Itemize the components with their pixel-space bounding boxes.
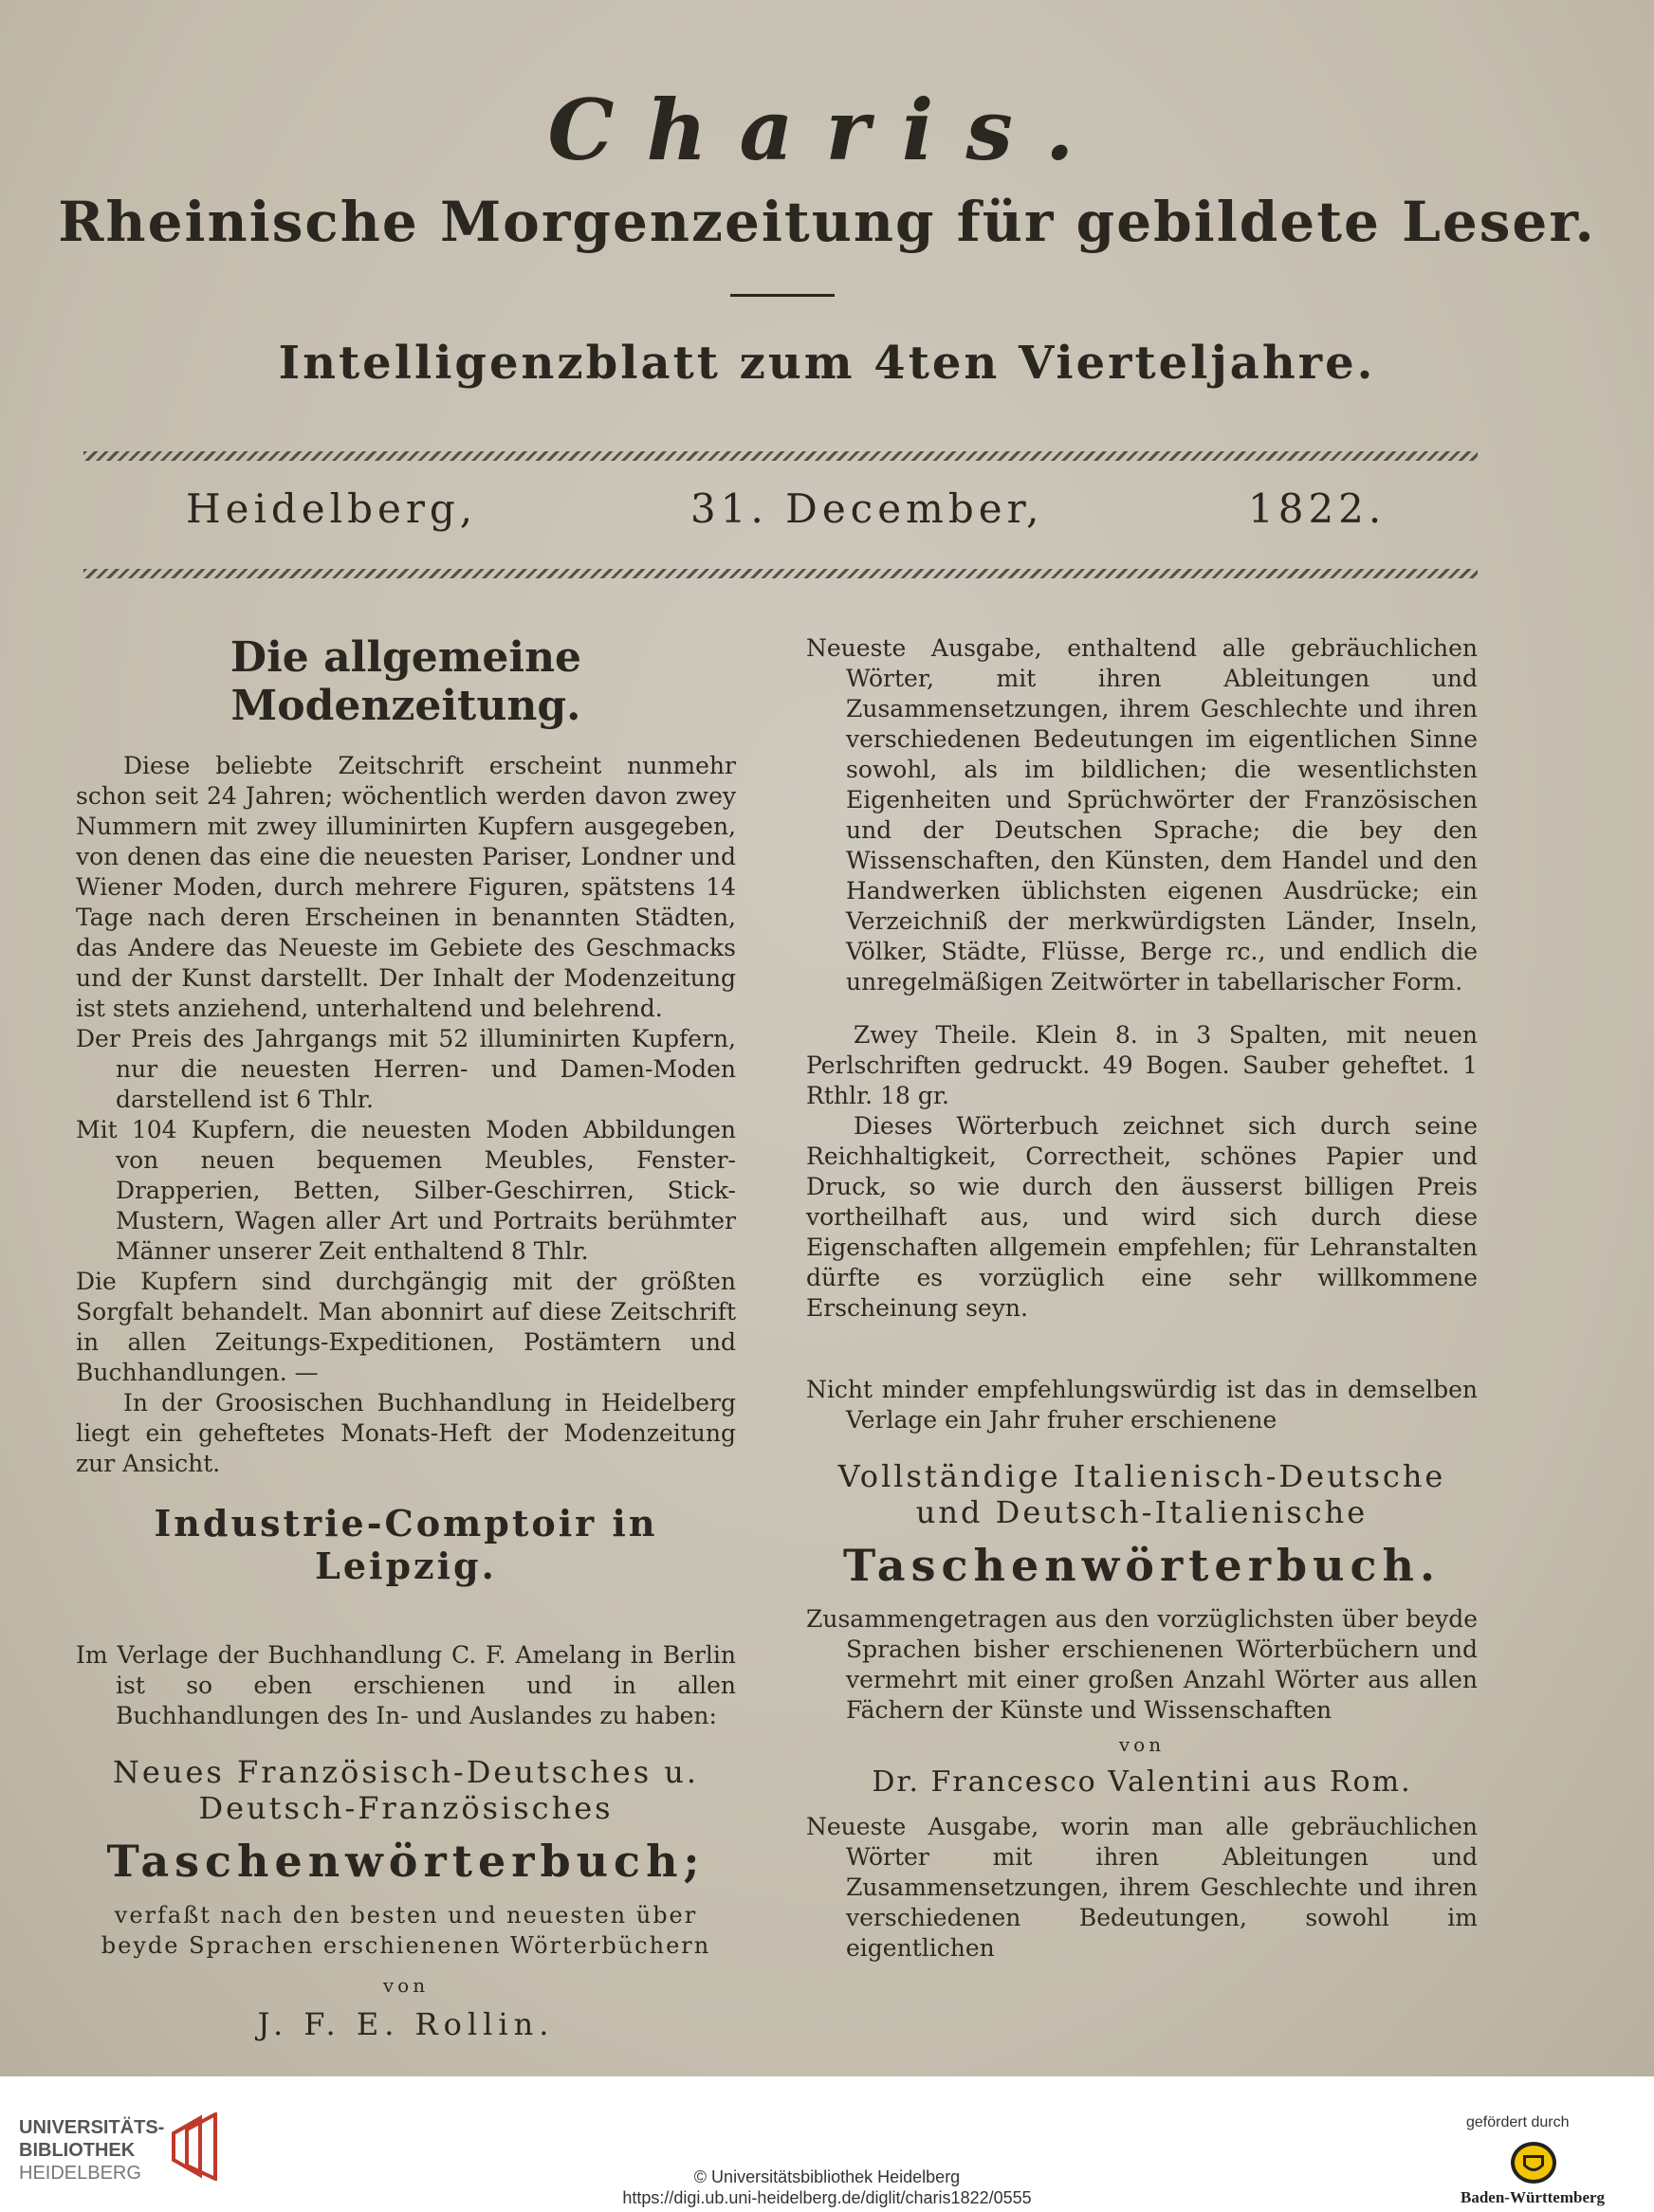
copyright-notice: © Universitätsbibliothek Heidelberg [693,2167,961,2186]
paragraph: Nicht minder empfehlungswürdig ist das in demselben Verlage ein Jahr fruher erschienene [806,1376,1478,1434]
dateline-year: 1822. [1248,485,1387,532]
signature-line: Industrie-Comptoir in Leipzig. [154,1502,658,1587]
dateline-date: 31. December, [690,485,1044,532]
paragraph: Neueste Ausgabe, worin man alle gebräuchlichen Wörter mit ihren Ableitungen und Zusammensetzungen, ihrem Geschlechte und ihren verschiedenen Bedeutungen, sowohl im eigentlichen [806,1813,1478,1962]
funding-label: gefördert durch [1466,2114,1570,2130]
paragraph: In der Groosischen Buchhandlung in Heidelberg liegt ein geheftetes Monats-Heft der Modenzeitung zur Ansicht. [76,1389,736,1477]
masthead-title: Charis. [547,81,1107,179]
paragraph: Mit 104 Kupfern, die neuesten Moden Abbildungen von neuen bequemen Meubles, Fenster-Drapperien, Betten, Silber-Geschirren, Stick-Mustern, Wagen aller Art und Portraits berühmter Männer unserer Zeit enthaltend 8 Thlr. [76,1116,736,1265]
logo-line: BIBLIOTHEK [19,2140,136,2161]
article-heading-modenzeitung: Die allgemeine Modenzeitung. [230,633,582,730]
masthead-rule [730,294,835,297]
book-title-main: Taschenwörterbuch; [106,1836,706,1887]
paragraph: Diese beliebte Zeitschrift erscheint nunmehr schon seit 24 Jahren; wöchentlich werden davon zwey Nummern mit zwey illuminirten Kupfern ausgegeben, von denen das eine die neuesten Pariser, Londner und Wiener Moden, durch mehrere Figuren, spätstens 14 Tage nach deren Erscheinen in benannten Städten, das Andere das Neueste im Gebiete des Geschmacks und der Kunst darstellt. Der Inhalt der Modenzeitung ist stets anziehend, unterhaltend und belehrend. [76,752,736,1022]
right-column [806,633,1478,1964]
paragraph: Der Preis des Jahrgangs mit 52 illuminirten Kupfern, nur die neuesten Herren- und Damen-Moden darstellend ist 6 Thlr. [76,1025,736,1113]
author-name: J. F. E. Rollin. [257,2006,555,2042]
paragraph: Dieses Wörterbuch zeichnet sich durch seine Reichhaltigkeit, Correctheit, schönes Papier und Druck, so wie durch den äusserst billigen Preis vortheilhaft aus, und wird sich durch diese Eigenschaften allgemein empfehlen; für Lehranstalten dürfte es vorzüglich eine sehr willkommene Erscheinung seyn. [806,1112,1478,1322]
book-subtitle: Zusammengetragen aus den vorzüglichsten über beyde Sprachen bisher erschienenen Wörterbüchern und vermehrt mit einer großen Anzahl Wörter aus allen Fächern der Künste und Wissenschaften [806,1605,1478,1724]
dateline-place: Heidelberg, [186,485,478,532]
by-line: von [382,1974,430,1997]
supplement-title: Intelligenzblatt zum 4ten Vierteljahre. [278,337,1376,390]
paragraph: Neueste Ausgabe, enthaltend alle gebräuchlichen Wörter, mit ihren Ableitungen und Zusammensetzungen, ihrem Geschlechte und ihren verschiedenen Bedeutungen im eigentlichen Sinne sowohl, als im bildlichen; die wesentlichsten Eigenheiten und Sprüchwörter der Französischen und der Deutschen Sprache; die bey den Wissenschaften, den Künsten, dem Handel und den Handwerken üblichsten eigenen Ausdrücke; ein Verzeichniß der merkwürdigsten Länder, Inseln, Völker, Städte, Flüsse, Berge rc., und endlich die unregelmäßigen Zeitwörter in tabellarischer Form. [806,634,1478,996]
ornamental-rule-bottom [83,569,1478,578]
left-column [76,633,736,2052]
author-name: Dr. Francesco Valentini aus Rom. [872,1765,1412,1799]
page-footer [0,2076,1654,2212]
bw-label: Baden-Württemberg [1461,2188,1606,2206]
book-subtitle: verfaßt nach den besten und neuesten über beyde Sprachen erschienenen Wörterbüchern [101,1902,711,1959]
book-title-line: Vollständige Italienisch-Deutsche und Deutsch-Italienische [837,1458,1446,1530]
by-line: von [1118,1733,1166,1756]
logo-line: UNIVERSITÄTS- [19,2117,165,2138]
book-title-line: Neues Französisch-Deutsches u. Deutsch-Französisches [112,1754,700,1826]
paragraph: Die Kupfern sind durchgängig mit der größten Sorgfalt behandelt. Man abonnirt auf diese Zeitschrift in allen Zeitungs-Expeditionen, Postämtern und Buchhandlungen. — [76,1268,736,1386]
bw-coat-of-arms-icon [1510,2141,1557,2185]
ornamental-rule-top [83,451,1478,461]
masthead-subtitle: Rheinische Morgenzeitung für gebildete Leser. [58,190,1596,254]
paragraph: Im Verlage der Buchhandlung C. F. Amelang in Berlin ist so eben erschienen und in allen Buchhandlungen des In- und Auslandes zu haben: [76,1641,736,1729]
permalink-url[interactable]: https://digi.ub.uni-heidelberg.de/diglit/charis1822/0555 [622,2188,1032,2207]
logo-line: HEIDELBERG [19,2163,141,2184]
book-title-main: Taschenwörterbuch. [842,1540,1442,1591]
paragraph: Zwey Theile. Klein 8. in 3 Spalten, mit neuen Perlschriften gedruckt. 49 Bogen. Sauber geheftet. 1 Rthlr. 18 gr. [806,1021,1478,1109]
